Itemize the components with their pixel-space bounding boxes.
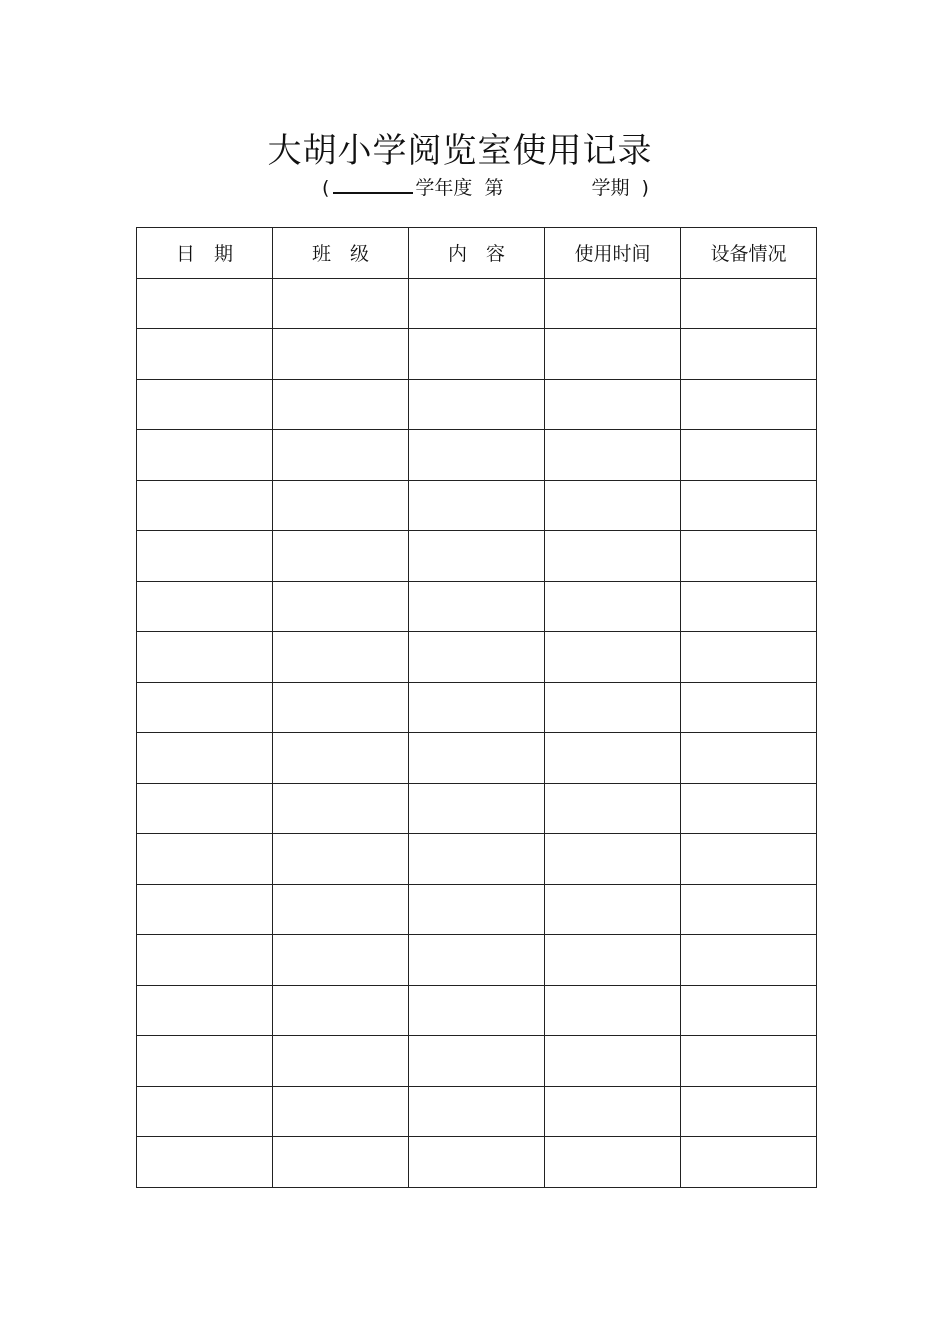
content-cell[interactable] (409, 632, 545, 683)
usage-time-cell[interactable] (545, 278, 681, 329)
content-cell[interactable] (409, 834, 545, 885)
class-cell[interactable] (273, 1036, 409, 1087)
header-usage-time: 使用时间 (545, 228, 681, 279)
date-cell[interactable] (137, 985, 273, 1036)
table-row (137, 1086, 817, 1137)
content-cell[interactable] (409, 278, 545, 329)
close-paren: ) (641, 177, 649, 199)
content-cell[interactable] (409, 985, 545, 1036)
header-date: 日 期 (137, 228, 273, 279)
usage-time-cell[interactable] (545, 834, 681, 885)
class-cell[interactable] (273, 379, 409, 430)
table-row (137, 379, 817, 430)
content-cell[interactable] (409, 329, 545, 380)
table-row (137, 531, 817, 582)
date-cell[interactable] (137, 682, 273, 733)
document-title: 大胡小学阅览室使用记录 (267, 130, 653, 171)
date-cell[interactable] (137, 1086, 273, 1137)
usage-time-cell[interactable] (545, 935, 681, 986)
content-cell[interactable] (409, 884, 545, 935)
open-paren: ( (322, 177, 330, 199)
header-content: 内 容 (409, 228, 545, 279)
equipment-status-cell[interactable] (681, 379, 817, 430)
content-cell[interactable] (409, 733, 545, 784)
table-row (137, 783, 817, 834)
usage-time-cell[interactable] (545, 1086, 681, 1137)
date-cell[interactable] (137, 581, 273, 632)
table-row (137, 682, 817, 733)
usage-time-cell[interactable] (545, 531, 681, 582)
content-cell[interactable] (409, 379, 545, 430)
usage-time-cell[interactable] (545, 430, 681, 481)
header-equipment-status: 设备情况 (681, 228, 817, 279)
equipment-status-cell[interactable] (681, 531, 817, 582)
date-cell[interactable] (137, 1137, 273, 1188)
table-row (137, 480, 817, 531)
usage-time-cell[interactable] (545, 480, 681, 531)
class-cell[interactable] (273, 531, 409, 582)
table-row (137, 935, 817, 986)
equipment-status-cell[interactable] (681, 480, 817, 531)
equipment-status-cell[interactable] (681, 935, 817, 986)
content-cell[interactable] (409, 581, 545, 632)
usage-time-cell[interactable] (545, 581, 681, 632)
table-header-row (137, 228, 817, 279)
equipment-status-cell[interactable] (681, 834, 817, 885)
date-cell[interactable] (137, 379, 273, 430)
date-cell[interactable] (137, 632, 273, 683)
table-row (137, 884, 817, 935)
date-cell[interactable] (137, 278, 273, 329)
class-cell[interactable] (273, 783, 409, 834)
equipment-status-cell[interactable] (681, 783, 817, 834)
term-line (322, 172, 649, 200)
equipment-status-cell[interactable] (681, 1137, 817, 1188)
class-cell[interactable] (273, 480, 409, 531)
equipment-status-cell[interactable] (681, 632, 817, 683)
class-cell[interactable] (273, 581, 409, 632)
table-row (137, 278, 817, 329)
class-cell[interactable] (273, 1137, 409, 1188)
table-row (137, 1137, 817, 1188)
class-cell[interactable] (273, 430, 409, 481)
equipment-status-cell[interactable] (681, 581, 817, 632)
table-row (137, 430, 817, 481)
date-cell[interactable] (137, 329, 273, 380)
usage-time-cell[interactable] (545, 985, 681, 1036)
usage-time-cell[interactable] (545, 632, 681, 683)
school-year-blank[interactable] (333, 172, 413, 194)
class-cell[interactable] (273, 985, 409, 1036)
date-cell[interactable] (137, 1036, 273, 1087)
usage-time-cell[interactable] (545, 682, 681, 733)
usage-time-cell[interactable] (545, 884, 681, 935)
usage-time-cell[interactable] (545, 1036, 681, 1087)
usage-time-cell[interactable] (545, 1137, 681, 1188)
content-cell[interactable] (409, 783, 545, 834)
class-cell[interactable] (273, 834, 409, 885)
usage-record-table (136, 227, 817, 1188)
date-cell[interactable] (137, 733, 273, 784)
class-cell[interactable] (273, 935, 409, 986)
table-row (137, 733, 817, 784)
table-row (137, 581, 817, 632)
content-cell[interactable] (409, 430, 545, 481)
equipment-status-cell[interactable] (681, 1086, 817, 1137)
table-row (137, 329, 817, 380)
content-cell[interactable] (409, 1137, 545, 1188)
usage-time-cell[interactable] (545, 379, 681, 430)
content-cell[interactable] (409, 935, 545, 986)
date-cell[interactable] (137, 834, 273, 885)
usage-time-cell[interactable] (545, 783, 681, 834)
equipment-status-cell[interactable] (681, 884, 817, 935)
date-cell[interactable] (137, 531, 273, 582)
term-label: 学期 (591, 177, 630, 199)
table-row (137, 632, 817, 683)
class-cell[interactable] (273, 632, 409, 683)
date-cell[interactable] (137, 783, 273, 834)
class-cell[interactable] (273, 733, 409, 784)
equipment-status-cell[interactable] (681, 733, 817, 784)
class-cell[interactable] (273, 278, 409, 329)
equipment-status-cell[interactable] (681, 1036, 817, 1087)
term-prefix: 第 (484, 177, 504, 199)
equipment-status-cell[interactable] (681, 985, 817, 1036)
equipment-status-cell[interactable] (681, 682, 817, 733)
equipment-status-cell[interactable] (681, 430, 817, 481)
class-cell[interactable] (273, 1086, 409, 1137)
content-cell[interactable] (409, 531, 545, 582)
content-cell[interactable] (409, 682, 545, 733)
equipment-status-cell[interactable] (681, 329, 817, 380)
school-year-label: 学年度 (415, 177, 473, 199)
date-cell[interactable] (137, 430, 273, 481)
table-row (137, 834, 817, 885)
equipment-status-cell[interactable] (681, 278, 817, 329)
content-cell[interactable] (409, 1036, 545, 1087)
table-body (137, 278, 817, 1187)
class-cell[interactable] (273, 884, 409, 935)
header-class: 班 级 (273, 228, 409, 279)
usage-time-cell[interactable] (545, 733, 681, 784)
date-cell[interactable] (137, 884, 273, 935)
content-cell[interactable] (409, 480, 545, 531)
table-row (137, 1036, 817, 1087)
class-cell[interactable] (273, 682, 409, 733)
class-cell[interactable] (273, 329, 409, 380)
usage-time-cell[interactable] (545, 329, 681, 380)
table-row (137, 985, 817, 1036)
date-cell[interactable] (137, 480, 273, 531)
date-cell[interactable] (137, 935, 273, 986)
content-cell[interactable] (409, 1086, 545, 1137)
